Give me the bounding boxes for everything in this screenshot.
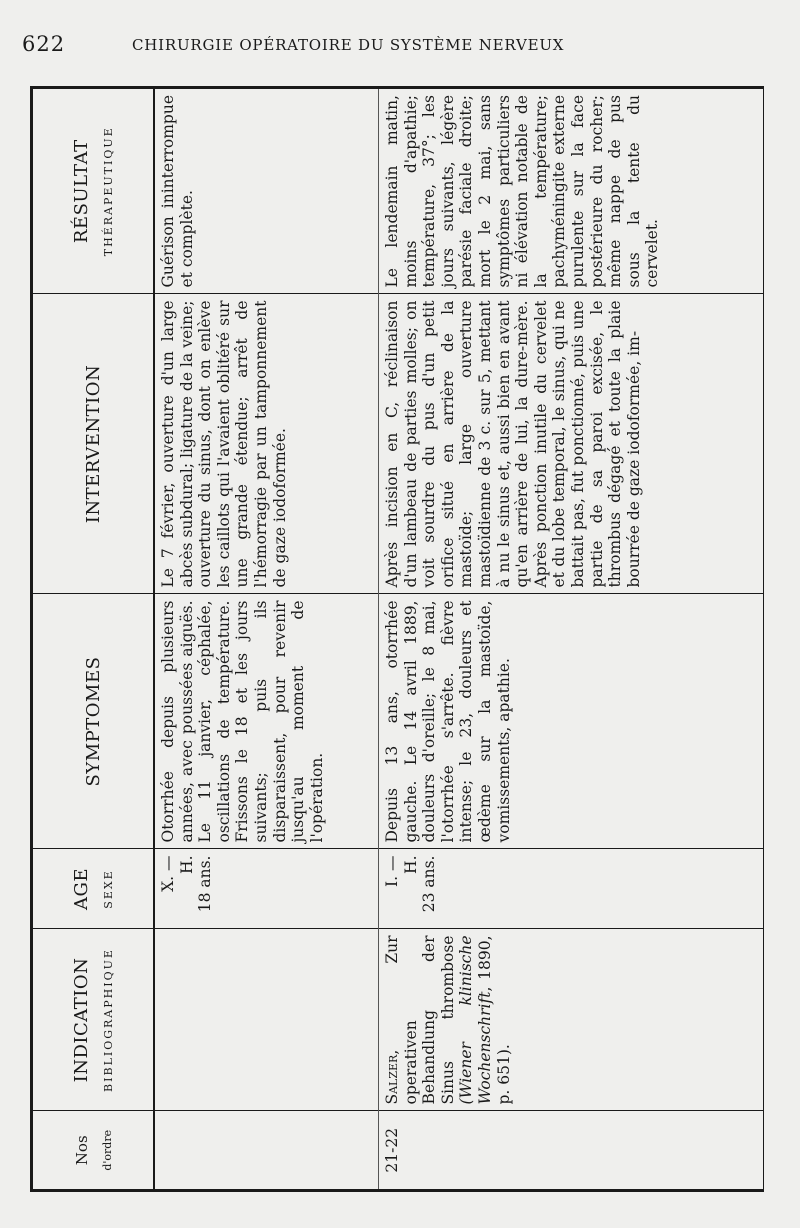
case-years: 23 ans.: [420, 855, 439, 913]
clinical-table: [30, 86, 764, 1192]
col-header-number-main: Nos: [72, 1135, 91, 1166]
case-reference: , 1890, p. 651).: [475, 935, 513, 1105]
case-symptomes: Depuis 13 ans, otorrhée gauche. Le 14 avril 1889, douleurs d'oreille; le 8 mai, l'otorrhée s'arrête. fièvre intense; le 23, douleurs et œdème sur la mastoïde, vomissements, apathie.: [379, 594, 764, 849]
case-age: [154, 849, 379, 929]
col-header-indication-main: INDICATION: [71, 957, 92, 1083]
col-header-indication-sub: BIBLIOGRAPHIQUE: [102, 948, 115, 1092]
case-years: 18 ans.: [196, 855, 215, 913]
case-patient-id: I. —: [383, 855, 401, 887]
case-symptomes: Otorrhée depuis plusieurs années, avec poussées aiguës. Le 11 janvier, céphalée, oscillations de température. Frissons le 18 et les jours suivants; puis ils disparaissent, pour revenir jusqu'au moment de l'opération.: [154, 594, 379, 849]
case-number: 21-22: [383, 1127, 401, 1173]
case-journal: (Wiener klinische Wochenschrift: [457, 935, 494, 1105]
col-header-number-sub: d'ordre: [100, 1129, 114, 1171]
case-intervention: Le 7 février, ouverture d'un large abcès subdural; ligature de la veine; ouverture du sinus, dont on enlève les caillots qui l'avaient oblitéré sur une grande étendue; arrêt de l'hémorragie par un tamponnement de gaze iodoformée.: [154, 294, 379, 594]
case-intervention: Après incision en C, réclinaison d'un lambeau de parties molles; on voit sourdre du pus d'un petit orifice situé en arrière de la mastoïde; large ouverture mastoïdienne de 3 c. sur 5, mettant à nu le sinus et, aussi bien en avant qu'en arrière de lui, la dure-mère. Après ponction inutile du cervelet et du lobe temporal, le sinus, qui ne battait pas, fut ponctionné, puis une partie de sa paroi excisée, le thrombus dégagé et toute la plaie bourrée de gaze iodoformée, im-: [379, 294, 764, 594]
col-header-number: [33, 1111, 154, 1189]
col-header-resultat-main: RÉSULTAT: [71, 139, 92, 244]
case-indication: [379, 929, 764, 1111]
case-sex: H.: [401, 855, 420, 874]
rotated-table-content: [33, 89, 763, 1189]
table-row: [379, 89, 764, 1189]
running-title: CHIRURGIE OPÉRATOIRE DU SYSTÈME NERVEUX: [132, 36, 565, 54]
header-row: [33, 89, 154, 1189]
case-sex: H.: [177, 855, 196, 874]
cases-grid: [33, 89, 763, 1189]
table-row: [154, 89, 379, 1189]
case-author: Salzer: [383, 1054, 401, 1105]
col-header-intervention-main: INTERVENTION: [82, 364, 104, 524]
col-header-resultat: [33, 89, 154, 294]
col-header-symptomes: [33, 594, 154, 849]
col-header-indication: [33, 929, 154, 1111]
case-patient-id: X. —: [159, 855, 177, 892]
col-header-intervention: [33, 294, 154, 594]
case-resultat: Le lendemain matin, moins d'apathie; température, 37°; les jours suivants, légère parésie faciale droite; mort le 2 mai, sans symptômes particuliers ni élévation notable de la température; pachyméningite externe purulente sur la face postérieure du rocher; même nappe de pus sous la tente du cervelet.: [379, 89, 764, 294]
col-header-symptomes-main: SYMPTOMES: [82, 656, 104, 787]
col-header-age-sub: SEXE: [102, 869, 115, 909]
page-number: 622: [22, 32, 66, 56]
case-indication-text: , Zur operativen Behandlung der Sinus thrombose: [383, 935, 457, 1105]
case-indication: [154, 929, 379, 1111]
col-header-resultat-sub: THÉRAPEUTIQUE: [102, 126, 115, 257]
case-number: [154, 1111, 379, 1189]
col-header-age-main: AGE: [71, 867, 92, 911]
col-header-age: [33, 849, 154, 929]
case-age: [379, 849, 764, 929]
case-resultat: Guérison ininterrompue et complète.: [154, 89, 379, 294]
